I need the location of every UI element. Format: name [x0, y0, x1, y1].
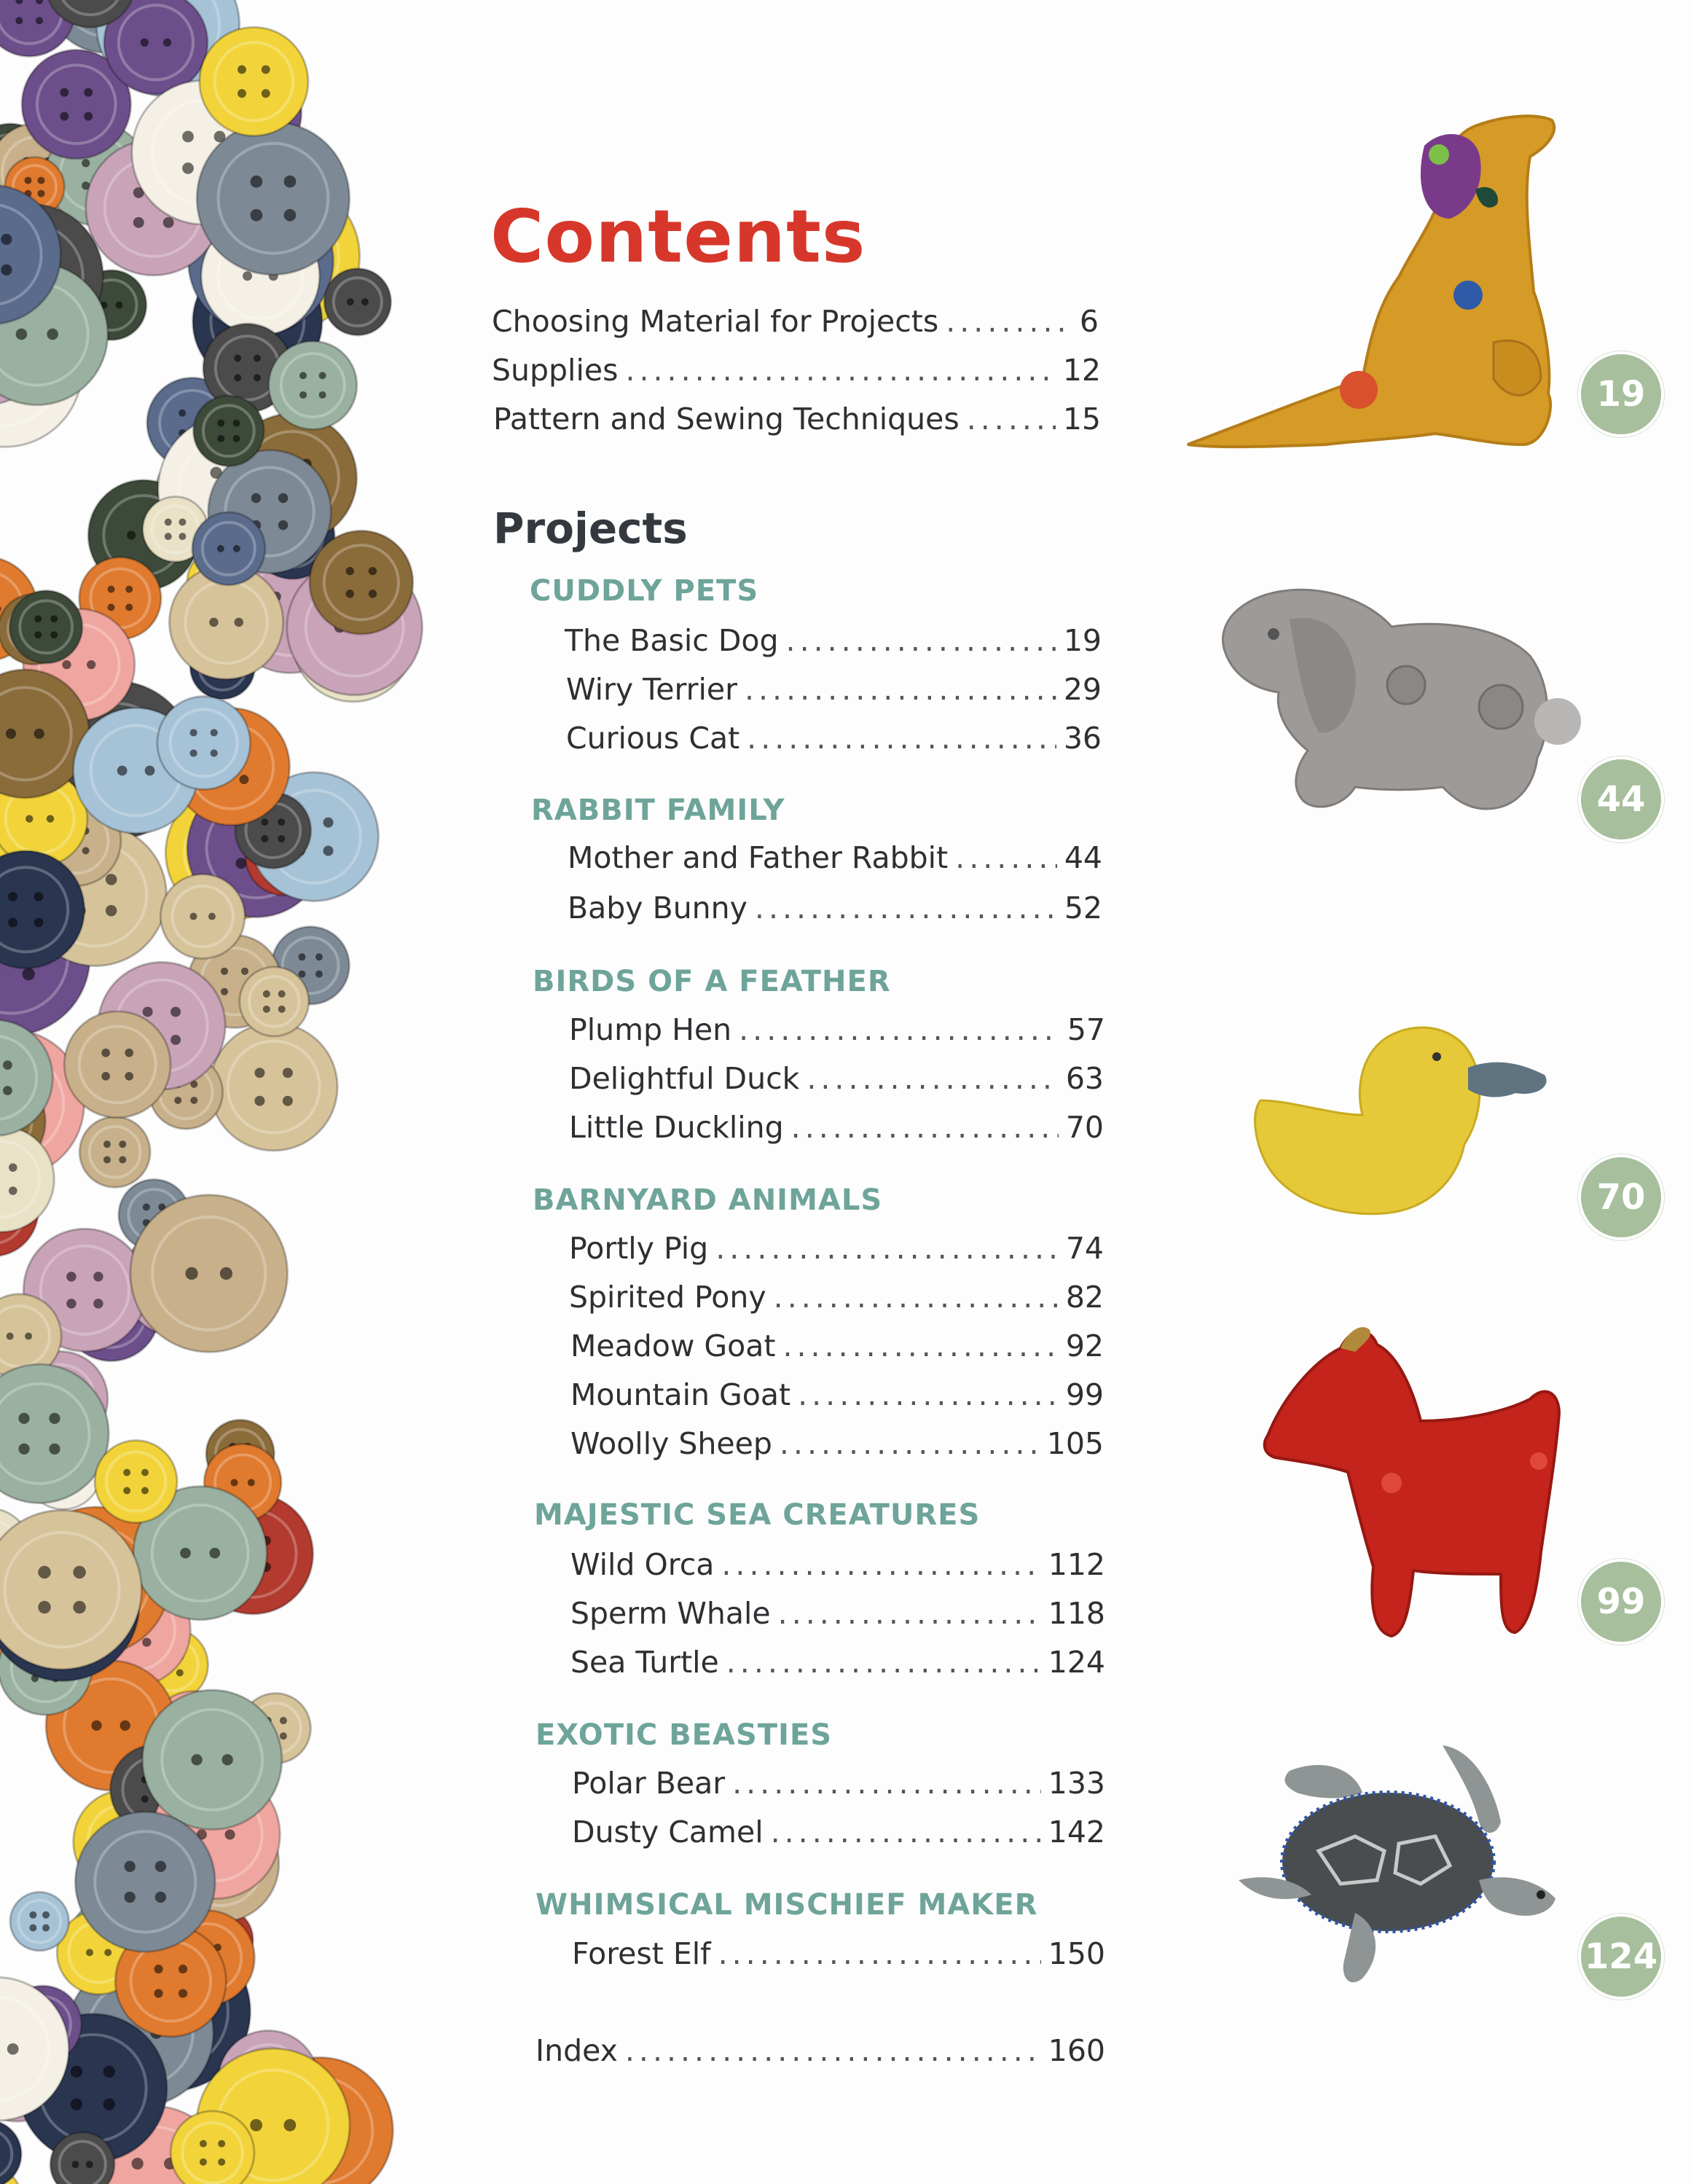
toc-row-page: 92: [1065, 1328, 1104, 1363]
toc-row-page: 44: [1064, 840, 1102, 875]
dog-toy-image: [1180, 102, 1574, 459]
leader-dots: [625, 2036, 1041, 2066]
toc-row-page: 52: [1064, 891, 1102, 925]
category-whimsical-mischief-maker: WHIMSICAL MISCHIEF MAKER: [535, 1888, 1038, 1922]
toc-row-mother-father-rabbit[interactable]: [568, 840, 1102, 875]
toc-row-label: Delightful Duck: [569, 1061, 800, 1096]
toc-row-label: Sperm Whale: [570, 1596, 771, 1631]
leader-dots: [967, 404, 1056, 434]
toc-row-label: Mother and Father Rabbit: [568, 840, 949, 875]
toc-row-page: 70: [1065, 1110, 1104, 1145]
toc-row-page: 124: [1048, 1645, 1105, 1680]
pony-toy-image: [1253, 1312, 1574, 1647]
toc-row-portly-pig[interactable]: [569, 1231, 1104, 1266]
toc-row-page: 160: [1048, 2033, 1105, 2068]
toc-row-page: 15: [1062, 402, 1101, 437]
toc-row-page: 112: [1048, 1547, 1105, 1582]
toc-row-forest-elf[interactable]: [572, 1936, 1105, 1971]
leader-dots: [786, 626, 1056, 656]
leader-dots: [721, 1550, 1040, 1580]
leader-dots: [726, 1648, 1041, 1678]
category-rabbit-family: RABBIT FAMILY: [531, 794, 785, 827]
toc-row-meadow-goat[interactable]: [570, 1328, 1104, 1363]
leader-dots: [780, 1429, 1040, 1459]
toc-row-label: Plump Hen: [569, 1012, 732, 1047]
toc-row-label: Little Duckling: [569, 1110, 784, 1145]
toc-row-index[interactable]: [535, 2033, 1105, 2068]
toc-row-sperm-whale[interactable]: [570, 1596, 1105, 1631]
leader-dots: [782, 1331, 1058, 1361]
toc-row-page: 133: [1048, 1766, 1105, 1801]
leader-dots: [747, 724, 1056, 754]
page-badge-99: 99: [1578, 1559, 1664, 1645]
toc-row-page: 63: [1065, 1061, 1104, 1096]
toc-row-plump-hen[interactable]: [569, 1012, 1105, 1047]
category-majestic-sea-creatures: MAJESTIC SEA CREATURES: [534, 1498, 981, 1532]
leader-dots: [771, 1817, 1041, 1847]
toc-row-label: Baby Bunny: [568, 891, 748, 925]
toc-row-page: 150: [1048, 1936, 1105, 1971]
toc-row-page: 105: [1046, 1426, 1104, 1461]
toc-row-page: 12: [1062, 353, 1101, 388]
toc-row-baby-bunny[interactable]: [568, 893, 1102, 923]
leader-dots: [955, 843, 1057, 873]
toc-row-page: 142: [1048, 1815, 1105, 1850]
page-badge-19: 19: [1578, 351, 1664, 437]
toc-row-label: Mountain Goat: [570, 1377, 791, 1412]
toc-row-choosing-material[interactable]: [492, 304, 1099, 339]
toc-row-label: Index: [535, 2033, 618, 2068]
leader-dots: [739, 1015, 1060, 1045]
toc-row-pattern-sewing[interactable]: [493, 402, 1101, 437]
leader-dots: [791, 1113, 1059, 1143]
toc-row-page: 19: [1063, 623, 1102, 658]
page-badge-70: 70: [1578, 1154, 1664, 1240]
category-cuddly-pets: CUDDLY PETS: [530, 574, 759, 608]
toc-row-page: 82: [1065, 1280, 1104, 1315]
toc-row-page: 36: [1063, 721, 1102, 756]
toc-row-page: 6: [1079, 304, 1099, 339]
toc-row-page: 29: [1063, 672, 1102, 707]
toc-row-page: 99: [1065, 1377, 1104, 1412]
toc-row-label: Sea Turtle: [570, 1645, 719, 1680]
toc-row-wiry-terrier[interactable]: [566, 672, 1102, 707]
page-title: Contents: [490, 194, 866, 279]
category-barnyard-animals: BARNYARD ANIMALS: [533, 1183, 883, 1217]
category-birds-of-a-feather: BIRDS OF A FEATHER: [533, 965, 891, 998]
sea-turtle-toy-image: [1231, 1727, 1581, 2004]
leader-dots: [807, 1064, 1058, 1094]
toc-row-page: 118: [1048, 1596, 1105, 1631]
toc-row-dusty-camel[interactable]: [572, 1815, 1105, 1850]
leader-dots: [718, 1939, 1041, 1969]
toc-row-page: 57: [1067, 1012, 1105, 1047]
toc-row-supplies[interactable]: [492, 353, 1101, 388]
leader-dots: [774, 1283, 1059, 1312]
toc-row-label: Curious Cat: [566, 721, 740, 756]
toc-row-label: Pattern and Sewing Techniques: [493, 402, 960, 437]
toc-row-label: Meadow Goat: [570, 1328, 776, 1363]
toc-row-woolly-sheep[interactable]: [570, 1426, 1104, 1461]
page-badge-124: 124: [1578, 1914, 1664, 2000]
toc-row-delightful-duck[interactable]: [569, 1061, 1104, 1096]
toc-row-label: The Basic Dog: [565, 623, 779, 658]
toc-row-mountain-goat[interactable]: [570, 1377, 1104, 1412]
toc-row-label: Choosing Material for Projects: [492, 304, 939, 339]
toc-row-basic-dog[interactable]: [565, 623, 1102, 658]
toc-row-label: Wild Orca: [570, 1547, 715, 1582]
duckling-toy-image: [1246, 1006, 1581, 1224]
toc-row-label: Portly Pig: [569, 1231, 709, 1266]
toc-row-little-duckling[interactable]: [569, 1110, 1104, 1145]
leader-dots: [745, 675, 1056, 705]
toc-row-sea-turtle[interactable]: [570, 1645, 1105, 1680]
toc-row-label: Wiry Terrier: [566, 672, 737, 707]
leader-dots: [798, 1380, 1059, 1410]
toc-row-curious-cat[interactable]: [566, 721, 1102, 756]
projects-heading: Projects: [493, 504, 688, 553]
toc-row-label: Forest Elf: [572, 1936, 711, 1971]
leader-dots: [946, 307, 1072, 337]
leader-dots: [732, 1769, 1041, 1799]
leader-dots: [778, 1599, 1041, 1629]
leader-dots: [715, 1234, 1059, 1264]
toc-row-spirited-pony[interactable]: [569, 1280, 1104, 1315]
toc-row-label: Spirited Pony: [569, 1280, 766, 1315]
toc-row-label: Woolly Sheep: [570, 1426, 772, 1461]
leader-dots: [755, 893, 1057, 923]
toc-row-label: Supplies: [492, 353, 619, 388]
toc-row-label: Dusty Camel: [572, 1815, 764, 1850]
toc-row-polar-bear[interactable]: [572, 1766, 1105, 1801]
toc-row-label: Polar Bear: [572, 1766, 726, 1801]
leader-dots: [625, 356, 1055, 385]
toc-row-wild-orca[interactable]: [570, 1547, 1105, 1582]
toc-row-page: 74: [1065, 1231, 1104, 1266]
category-exotic-beasties: EXOTIC BEASTIES: [535, 1718, 833, 1752]
button-collage-image: [0, 0, 525, 2184]
rabbit-toy-image: [1209, 568, 1603, 831]
page-badge-44: 44: [1578, 756, 1664, 842]
